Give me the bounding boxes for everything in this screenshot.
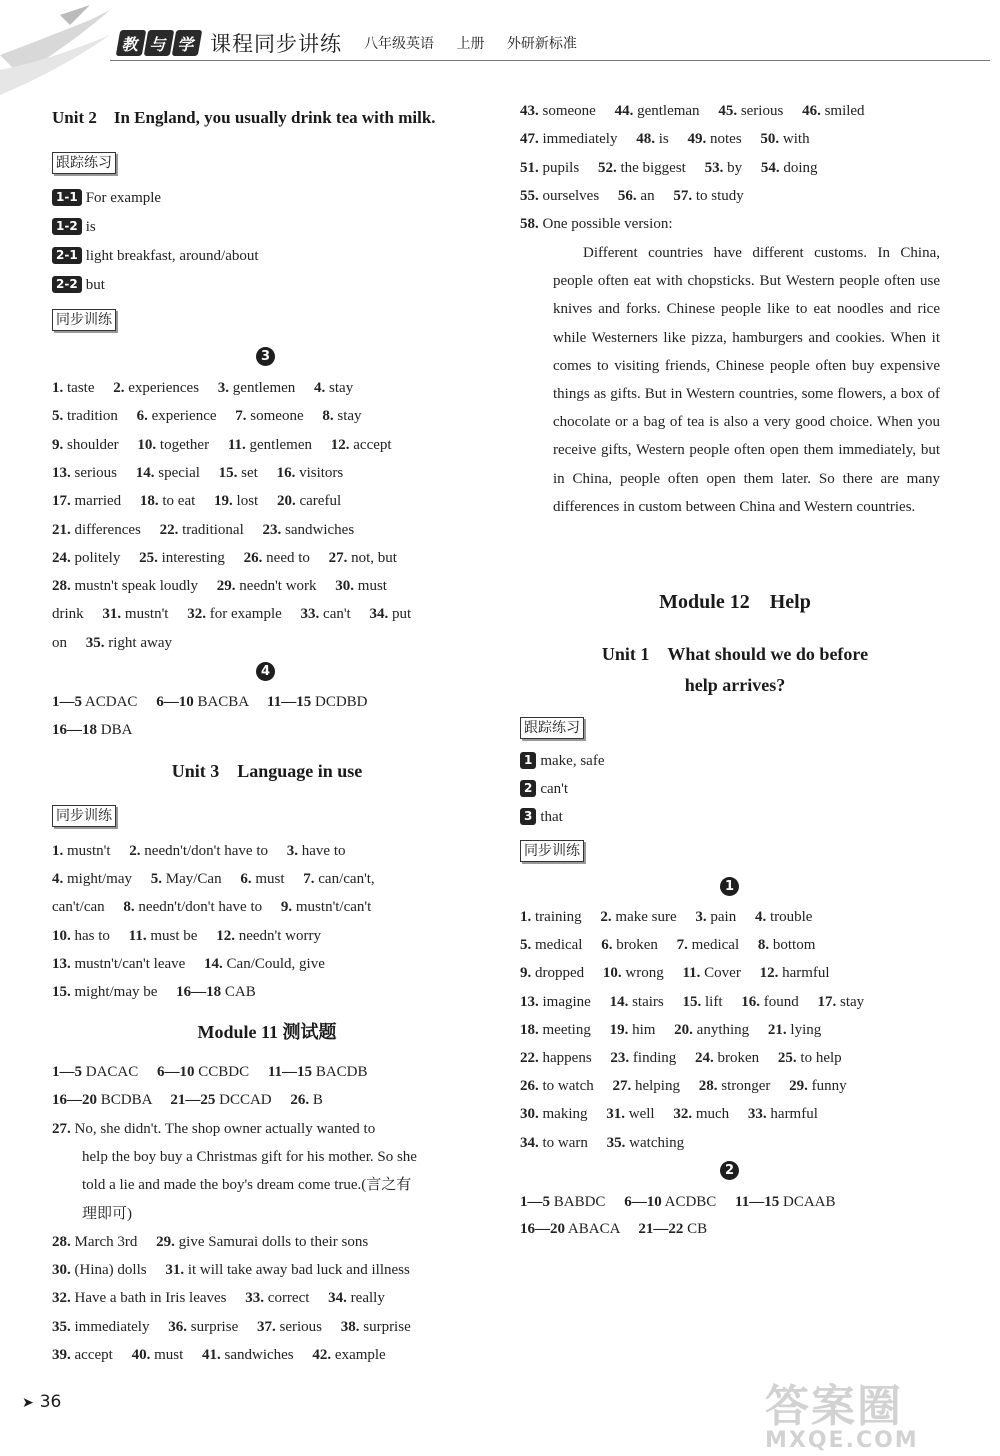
answer-line: 9. dropped 10. wrong 11. Cover 12. harmful bbox=[520, 965, 830, 982]
answer-line: help the boy buy a Christmas gift for his mother. So she bbox=[52, 1148, 417, 1165]
follow-item bbox=[52, 217, 96, 237]
item-badge: 2 bbox=[520, 780, 536, 797]
item-text: is bbox=[85, 219, 96, 235]
answer-line: 13. imagine 14. stairs 15. lift 16. found 17. stay bbox=[520, 993, 865, 1010]
page-header bbox=[0, 0, 1000, 100]
tag-sync-training: 同步训练 bbox=[52, 805, 116, 827]
answer-line: 26. to watch 27. helping 28. stronger 29. funny bbox=[520, 1078, 847, 1095]
section-number-icon: 2 bbox=[720, 1161, 739, 1180]
answer-line: 9. shoulder 10. together 11. gentlemen 12. accept bbox=[52, 436, 392, 453]
essay-paragraph: Different countries have different customs. In China, people often eat with chopsticks. But Western people often use knives and forks. Chinese people like to eat noodles and rice while Westerners like pizza, hamburgers and cookies. When it comes to visiting friends, Chinese people often buy expensive things as gifts. But in Western countries, some flowers, a box of chocolate or a bag of tea is also a very good choice. When you receive gifts, Western people often open them immediately, but in China, people often open them later. So there are many differences in custom between China and Western countries. bbox=[553, 245, 940, 515]
item-badge: 1 bbox=[520, 752, 536, 769]
answer-line: 21. differences 22. traditional 23. sandwiches bbox=[52, 521, 355, 538]
answer-line: 43. someone 44. gentleman 45. serious 46. smiled bbox=[520, 103, 865, 119]
answer-line: 5. tradition 6. experience 7. someone 8. stay bbox=[52, 408, 362, 425]
item-badge: 1-2 bbox=[52, 218, 82, 235]
follow-item bbox=[52, 188, 161, 208]
item-badge: 2-1 bbox=[52, 247, 82, 264]
watermark-text: 答案圈 bbox=[765, 1381, 903, 1432]
answer-line: 17. married 18. to eat 19. lost 20. careful bbox=[52, 493, 342, 510]
module11-test-title: Module 11 测试题 bbox=[197, 1022, 337, 1042]
answer-line: can't/can 8. needn't/don't have to 9. mustn't/can't bbox=[52, 899, 372, 916]
unit1-title-line2: help arrives? bbox=[684, 675, 786, 695]
answer-line: 35. immediately 36. surprise 37. serious 38. surprise bbox=[52, 1318, 411, 1335]
logo-char: 学 bbox=[172, 30, 203, 56]
answer-line: 39. accept 40. must 41. sandwiches 42. example bbox=[52, 1347, 386, 1363]
logo-char: 教 bbox=[116, 30, 147, 56]
answer-line: 32. Have a bath in Iris leaves 33. correct 34. really bbox=[52, 1290, 385, 1307]
tag-sync-training: 同步训练 bbox=[52, 309, 116, 331]
item-badge: 3 bbox=[520, 808, 536, 825]
answer-line: 30. making 31. well 32. much 33. harmful bbox=[520, 1106, 818, 1123]
answer-line: 10. has to 11. must be 12. needn't worry bbox=[52, 927, 321, 944]
answer-line: on 35. right away bbox=[52, 634, 172, 651]
volume-label: 上册 bbox=[456, 36, 485, 52]
answer-line: 28. March 3rd 29. give Samurai dolls to their sons bbox=[52, 1233, 369, 1250]
answer-line: 24. politely 25. interesting 26. need to 27. not, but bbox=[52, 549, 397, 566]
page-number bbox=[22, 1392, 61, 1412]
tag-follow-practice: 跟踪练习 bbox=[52, 152, 116, 174]
answer-line: 1. mustn't 2. needn't/don't have to 3. have to bbox=[52, 843, 346, 859]
page-number-value: 36 bbox=[39, 1392, 62, 1412]
answer-line: 16—20 BCDBA 21—25 DCCAD 26. B bbox=[52, 1092, 323, 1109]
answer-line: 1—5 BABDC 6—10 ACDBC 11—15 DCAAB bbox=[520, 1194, 836, 1210]
unit3-title: Unit 3 Language in use bbox=[171, 761, 363, 781]
answer-line: 15. might/may be 16—18 CAB bbox=[52, 984, 256, 1000]
edition-label: 外研新标准 bbox=[506, 36, 577, 52]
grade-label: 八年级英语 bbox=[364, 36, 434, 52]
watermark-logo bbox=[765, 1370, 985, 1453]
arrow-right-icon: ➤ bbox=[22, 1395, 34, 1411]
answer-line: 1—5 DACAC 6—10 CCBDC 11—15 BACDB bbox=[52, 1064, 368, 1080]
book-subtitle bbox=[364, 33, 595, 53]
answer-line: 58. One possible version: bbox=[520, 216, 673, 233]
answer-line: 18. meeting 19. him 20. anything 21. lying bbox=[520, 1021, 822, 1038]
item-text: that bbox=[540, 809, 563, 825]
item-text: make, safe bbox=[540, 753, 605, 769]
section-number-icon: 4 bbox=[256, 662, 275, 681]
item-text: For example bbox=[85, 190, 162, 206]
follow-item bbox=[520, 751, 605, 771]
answer-line: 1—5 ACDAC 6—10 BACBA 11—15 DCDBD bbox=[52, 694, 368, 710]
answer-line: 55. ourselves 56. an 57. to study bbox=[520, 187, 744, 204]
answer-line: 30. (Hina) dolls 31. it will take away bad luck and illness bbox=[52, 1262, 410, 1279]
follow-item bbox=[520, 779, 568, 799]
item-badge: 1-1 bbox=[52, 189, 82, 206]
answer-line: 理即可) bbox=[52, 1205, 132, 1222]
answer-line: 4. might/may 5. May/Can 6. must 7. can/can't, bbox=[52, 871, 375, 888]
answer-line: 13. serious 14. special 15. set 16. visitors bbox=[52, 464, 344, 481]
answer-line: 51. pupils 52. the biggest 53. by 54. doing bbox=[520, 159, 818, 176]
answer-line: 47. immediately 48. is 49. notes 50. with bbox=[520, 131, 810, 148]
answer-line: 1. training 2. make sure 3. pain 4. trouble bbox=[520, 909, 813, 925]
answer-line: 22. happens 23. finding 24. broken 25. to help bbox=[520, 1050, 842, 1066]
answer-line: 5. medical 6. broken 7. medical 8. bottom bbox=[520, 937, 816, 954]
module12-title: Module 12 Help bbox=[659, 591, 811, 613]
answer-line: 16—18 DBA bbox=[52, 722, 133, 738]
follow-item bbox=[52, 246, 259, 266]
item-text: light breakfast, around/about bbox=[85, 248, 259, 264]
follow-item bbox=[52, 275, 105, 295]
header-divider bbox=[110, 60, 990, 61]
brand bbox=[118, 28, 595, 58]
answer-line: 28. mustn't speak loudly 29. needn't work 30. must bbox=[52, 578, 387, 595]
item-badge: 2-2 bbox=[52, 276, 82, 293]
answer-line: 27. No, she didn't. The shop owner actually wanted to bbox=[52, 1120, 376, 1137]
section-number-icon: 3 bbox=[256, 347, 275, 366]
follow-item bbox=[520, 807, 563, 827]
tag-sync-training: 同步训练 bbox=[520, 840, 584, 862]
answer-line: drink 31. mustn't 32. for example 33. can't 34. put bbox=[52, 606, 412, 623]
unit2-title: Unit 2 In England, you usually drink tea with milk. bbox=[52, 108, 436, 127]
item-text: can't bbox=[540, 781, 569, 797]
answer-line: 1. taste 2. experiences 3. gentlemen 4. stay bbox=[52, 380, 354, 396]
item-text: but bbox=[85, 277, 105, 293]
unit1-title-line1: Unit 1 What should we do before bbox=[601, 644, 869, 664]
answer-line: 34. to warn 35. watching bbox=[520, 1134, 685, 1151]
watermark-url: MXQE.COM bbox=[765, 1428, 919, 1453]
answer-line: 16—20 ABACA 21—22 CB bbox=[520, 1221, 708, 1237]
answer-line: 13. mustn't/can't leave 14. Can/Could, give bbox=[52, 955, 325, 972]
logo-char: 与 bbox=[144, 30, 175, 56]
answer-line: told a lie and made the boy's dream come true.(言之有 bbox=[52, 1177, 412, 1194]
brand-logo bbox=[118, 30, 202, 56]
section-number-icon: 1 bbox=[720, 877, 739, 896]
book-title: 课程同步讲练 bbox=[210, 32, 342, 56]
tag-follow-practice: 跟踪练习 bbox=[520, 717, 584, 739]
